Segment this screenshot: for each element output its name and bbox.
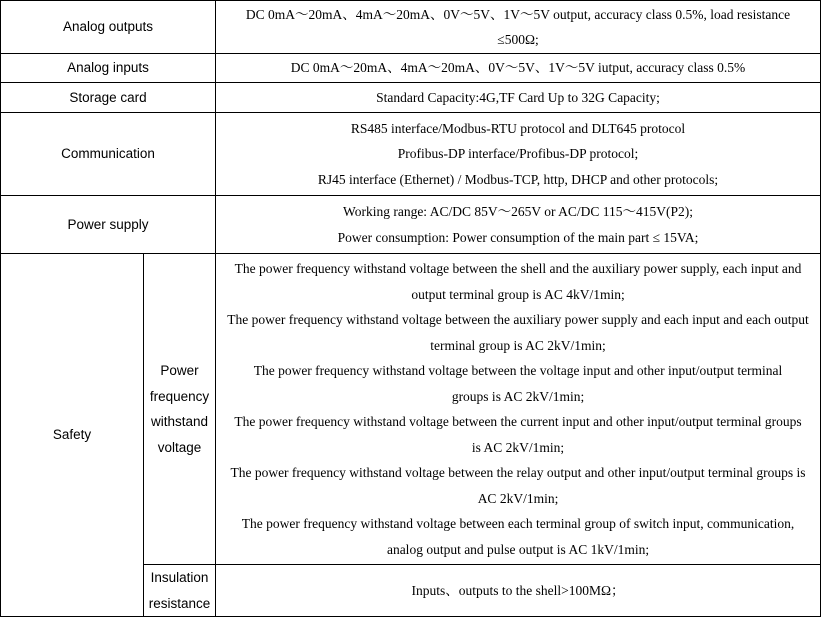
withstand-item: The power frequency withstand voltage between the shell and the auxiliary power supply, each input and output terminal group is AC 4kV/1min; (234, 261, 802, 302)
storage-card-value: Standard Capacity:4G,TF Card Up to 32G Capacity; (216, 83, 821, 113)
storage-card-label: Storage card (1, 83, 216, 113)
analog-outputs-value (216, 1, 821, 54)
analog-inputs-label: Analog inputs (1, 54, 216, 83)
withstand-item: The power frequency withstand voltage between each terminal group of switch input, communication, analog output and pulse output is AC 1kV/1min; (241, 516, 795, 557)
power-supply-row (1, 196, 821, 254)
communication-line: Profibus-DP interface/Profibus-DP protocol; (397, 146, 639, 162)
analog-inputs-row (1, 54, 821, 83)
power-supply-label: Power supply (1, 196, 216, 254)
power-supply-value (216, 196, 821, 254)
storage-card-row (1, 83, 821, 113)
power-supply-line: Working range: AC/DC 85V～265V or AC/DC 115～415V(P2); (343, 204, 693, 219)
withstand-item: The power frequency withstand voltage between the auxiliary power supply and each input and each output terminal group is AC 2kV/1min; (227, 312, 809, 353)
communication-line: RJ45 interface (Ethernet) / Modbus-TCP, http, DHCP and other protocols; (317, 171, 719, 187)
analog-outputs-row (1, 1, 821, 54)
communication-value (216, 113, 821, 196)
analog-inputs-value: DC 0mA～20mA、4mA～20mA、0V～5V、1V～5V iutput, accuracy class 0.5% (216, 54, 821, 83)
withstand-item: The power frequency withstand voltage between the relay output and other input/output terminal groups is AC 2kV/1min; (230, 465, 806, 506)
communication-label: Communication (1, 113, 216, 196)
withstand-item: The power frequency withstand voltage between the current input and other input/output terminal groups is AC 2kV/1min; (234, 414, 802, 455)
withstand-item: The power frequency withstand voltage between the voltage input and other input/output terminal groups is AC 2kV/1min; (253, 363, 783, 404)
safety-label: Safety (1, 254, 144, 617)
withstand-voltage-value (216, 254, 821, 565)
analog-outputs-text: DC 0mA～20mA、4mA～20mA、0V～5V、1V～5V output, accuracy class 0.5%, load resistance ≤500Ω; (245, 6, 791, 47)
analog-outputs-label: Analog outputs (1, 1, 216, 54)
withstand-voltage-label: Power frequency withstand voltage (144, 254, 216, 565)
communication-line: RS485 interface/Modbus-RTU protocol and DLT645 protocol (350, 120, 686, 136)
insulation-resistance-label: Insulation resistance (144, 565, 216, 617)
insulation-resistance-value: Inputs、outputs to the shell>100MΩ； (216, 565, 821, 617)
communication-row (1, 113, 821, 196)
safety-withstand-row (1, 254, 821, 565)
power-supply-line: Power consumption: Power consumption of the main part ≤ 15VA; (337, 229, 699, 245)
